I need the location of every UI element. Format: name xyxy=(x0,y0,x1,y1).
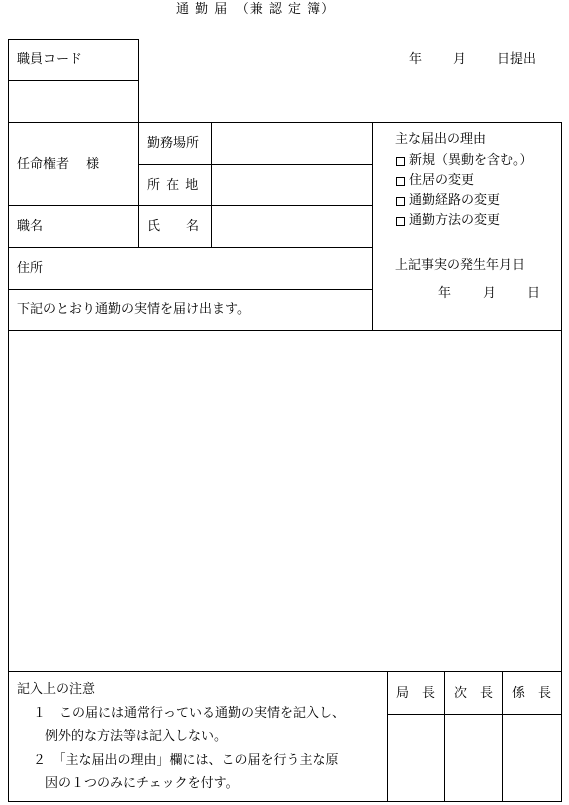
approval-director-label: 局 長 xyxy=(396,686,436,701)
employee-code-label: 職員コード xyxy=(17,52,83,67)
submit-month-label: 月 xyxy=(453,52,467,67)
occurrence-month-label: 月 xyxy=(483,286,497,301)
location-field[interactable] xyxy=(212,165,372,205)
note-1-line-2: 例外的な方法等は記入しない。 xyxy=(45,729,228,744)
reason-checkbox-method[interactable] xyxy=(396,217,405,226)
occurrence-year-label: 年 xyxy=(438,286,452,301)
approval-deputy-stamp[interactable] xyxy=(445,715,502,801)
approval-chief-stamp[interactable] xyxy=(503,715,561,801)
approval-chief-label: 係 長 xyxy=(512,686,552,701)
occurrence-heading: 上記事実の発生年月日 xyxy=(395,258,526,273)
job-title-label: 職名 xyxy=(17,219,44,234)
declaration-text: 下記のとおり通勤の実情を届け出ます。 xyxy=(17,302,250,317)
appointer-label: 任命権者 様 xyxy=(17,157,100,172)
form-title: 通 勤 届 （兼 認 定 簿） xyxy=(176,2,336,17)
notes-heading: 記入上の注意 xyxy=(17,682,96,697)
reason-checkbox-residence[interactable] xyxy=(396,177,405,186)
occurrence-day-label: 日 xyxy=(527,286,541,301)
workplace-field[interactable] xyxy=(212,123,372,164)
reason-label-new: 新規（異動を含む。） xyxy=(409,153,533,168)
commute-details-area[interactable] xyxy=(9,331,561,671)
residence-field[interactable] xyxy=(50,248,372,289)
note-1-line-1: １ この届には通常行っている通勤の実情を記入し、 xyxy=(33,706,346,721)
reason-label-method: 通勤方法の変更 xyxy=(409,213,501,228)
name-field[interactable] xyxy=(212,206,372,247)
location-label: 所 在 地 xyxy=(147,178,200,193)
approval-deputy-label: 次 長 xyxy=(454,686,494,701)
reasons-heading: 主な届出の理由 xyxy=(395,132,487,147)
reason-checkbox-new[interactable] xyxy=(396,157,405,166)
submit-day-label: 日提出 xyxy=(497,52,537,67)
employee-code-field[interactable] xyxy=(9,81,138,122)
reason-checkbox-route[interactable] xyxy=(396,197,405,206)
note-2-line-2: 因の１つのみにチェックを付す。 xyxy=(45,776,239,791)
note-2-line-1: ２ 「主な届出の理由」欄には、この届を行う主な原 xyxy=(33,753,339,768)
submit-year-label: 年 xyxy=(409,52,423,67)
job-title-field[interactable] xyxy=(40,206,138,247)
workplace-label: 勤務場所 xyxy=(147,136,200,151)
approval-director-stamp[interactable] xyxy=(388,715,444,801)
name-label: 氏 名 xyxy=(147,219,200,234)
reason-label-residence: 住居の変更 xyxy=(409,173,475,188)
residence-label: 住所 xyxy=(17,261,44,276)
reason-label-route: 通勤経路の変更 xyxy=(409,193,501,208)
